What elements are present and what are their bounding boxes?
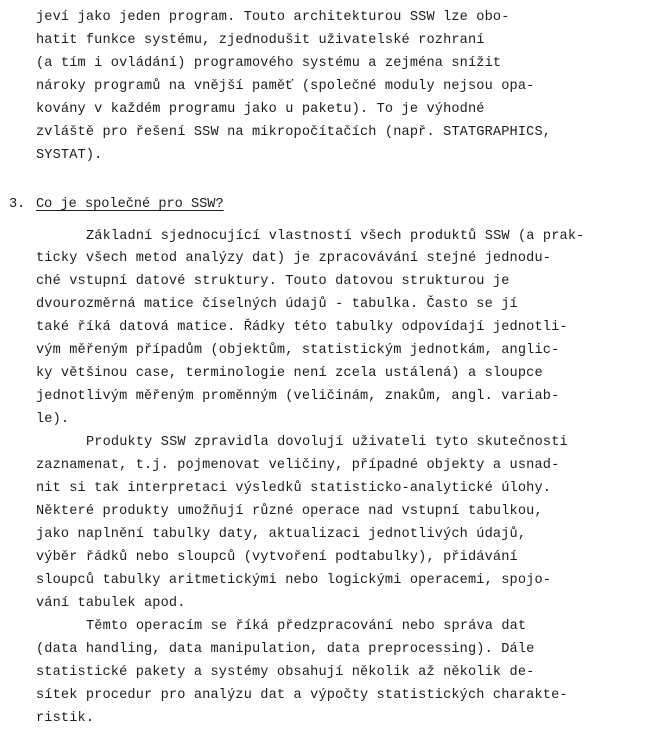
- text-line: jednotlivým měřeným proměnným (veličinám, znakům, angl. variab-: [36, 389, 560, 404]
- text-line: ky většinou case, terminologie není zcela ustálená) a sloupce: [36, 366, 543, 381]
- text-line: Základní sjednocující vlastností všech produktů SSW (a prak-: [86, 229, 585, 244]
- text-line: ché vstupní datové struktury. Touto datovou strukturou je: [36, 274, 510, 289]
- text-line: Těmto operacím se říká předzpracování nebo správa dat: [86, 619, 527, 634]
- text-line: (a tím i ovládání) programového systému a zejména snížit: [36, 56, 502, 71]
- text-line: zaznamenat, t.j. pojmenovat veličiny, případné objekty a usnad-: [36, 458, 560, 473]
- text-line: ristik.: [36, 711, 95, 726]
- text-line: zvláště pro řešení SSW na mikropočítačích (např. STATGRAPHICS,: [36, 125, 552, 140]
- text-line: jako naplnění tabulky daty, aktualizaci jednotlivých údajů,: [36, 527, 527, 542]
- text-line: výběr řádků nebo sloupců (vytvoření podtabulky), přidávání: [36, 550, 518, 565]
- section-number: 3.: [9, 197, 26, 212]
- text-line: statistické pakety a systémy obsahují několik až několik de-: [36, 665, 535, 680]
- text-line: ticky všech metod analýzy dat) je zpracovávání stejné jednodu-: [36, 251, 552, 266]
- text-line: le).: [36, 412, 70, 427]
- text-line: kovány v každém programu jako u paketu). To je výhodné: [36, 102, 485, 117]
- text-line: sloupců tabulky aritmetickými nebo logickými operacemi, spojo-: [36, 573, 552, 588]
- text-line: SYSTAT).: [36, 148, 103, 163]
- text-line: dvourozměrná matice číselných údajů - tabulka. Často se jí: [36, 297, 518, 312]
- text-line: Produkty SSW zpravidla dovolují uživateli tyto skutečnosti: [86, 435, 568, 450]
- text-line: také říká datová matice. Řádky této tabulky odpovídají jednotli-: [36, 320, 568, 335]
- text-line: sítek procedur pro analýzu dat a výpočty statistických charakte-: [36, 688, 568, 703]
- text-line: Některé produkty umožňují různé operace nad vstupní tabulkou,: [36, 504, 543, 519]
- section-title: Co je společné pro SSW?: [36, 197, 224, 212]
- text-line: vání tabulek apod.: [36, 596, 186, 611]
- text-line: (data handling, data manipulation, data preprocessing). Dále: [36, 642, 535, 657]
- text-line: vým měřeným případům (objektům, statistickým jednotkám, anglic-: [36, 343, 560, 358]
- text-line: nit si tak interpretaci výsledků statisticko-analytické úlohy.: [36, 481, 552, 496]
- text-line: jeví jako jeden program. Touto architekturou SSW lze obo-: [36, 10, 510, 25]
- text-line: hatit funkce systému, zjednodušit uživatelské rozhraní: [36, 33, 485, 48]
- text-line: nároky programů na vnější paměť (společné moduly nejsou opa-: [36, 79, 535, 94]
